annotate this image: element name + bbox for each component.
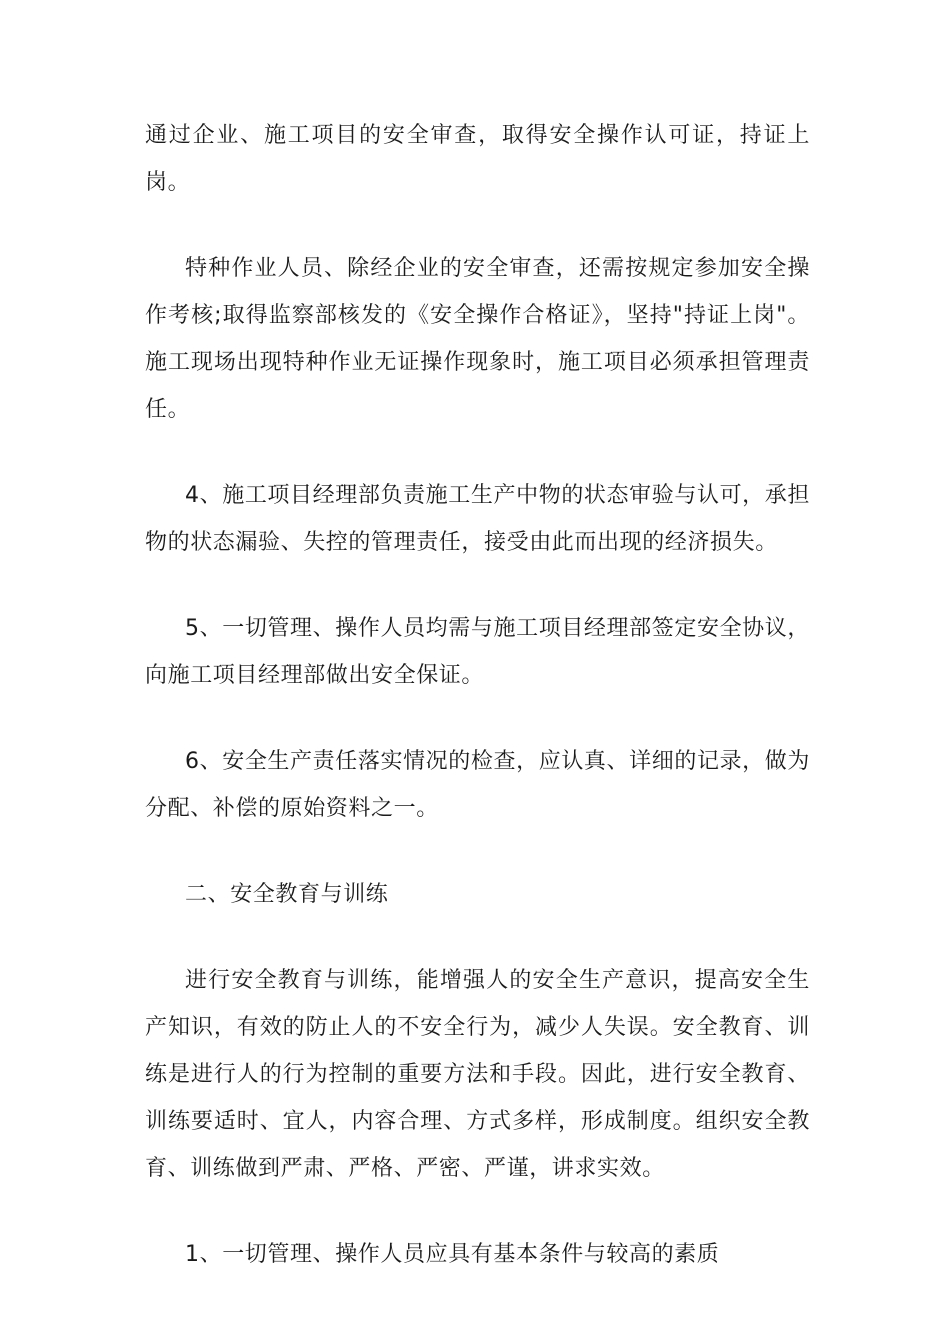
- paragraph-special-operators: 特种作业人员、除经企业的安全审查，还需按规定参加安全操作考核;取得监察部核发的《安全操作合格证》，坚持"持证上岗"。施工现场出现特种作业无证操作现象时，施工项目必须承担管理责任。: [145, 256, 810, 422]
- paragraph-item-5: 5、一切管理、操作人员均需与施工项目经理部签定安全协议，向施工项目经理部做出安全保证。: [145, 616, 810, 688]
- paragraph-item-1-personnel: 1、一切管理、操作人员应具有基本条件与较高的素质: [185, 1242, 720, 1267]
- document-body: [145, 112, 810, 1317]
- paragraph-safety-education-body: 进行安全教育与训练，能增强人的安全生产意识，提高安全生产知识，有效的防止人的不安全行为，减少人失误。安全教育、训练是进行人的行为控制的重要方法和手段。因此，进行安全教育、训练要适时、宜人，内容合理、方式多样，形成制度。组织安全教育、训练做到严肃、严格、严密、严谨，讲求实效。: [145, 968, 810, 1181]
- section-heading-safety-education: 二、安全教育与训练: [185, 882, 389, 907]
- paragraph-item-4: 4、施工项目经理部负责施工生产中物的状态审验与认可，承担物的状态漏验、失控的管理责任，接受由此而出现的经济损失。: [145, 483, 810, 555]
- paragraph-item-6: 6、安全生产责任落实情况的检查，应认真、详细的记录，做为分配、补偿的原始资料之一。: [145, 749, 810, 821]
- paragraph-certification-intro: 通过企业、施工项目的安全审查，取得安全操作认可证，持证上岗。: [145, 123, 810, 195]
